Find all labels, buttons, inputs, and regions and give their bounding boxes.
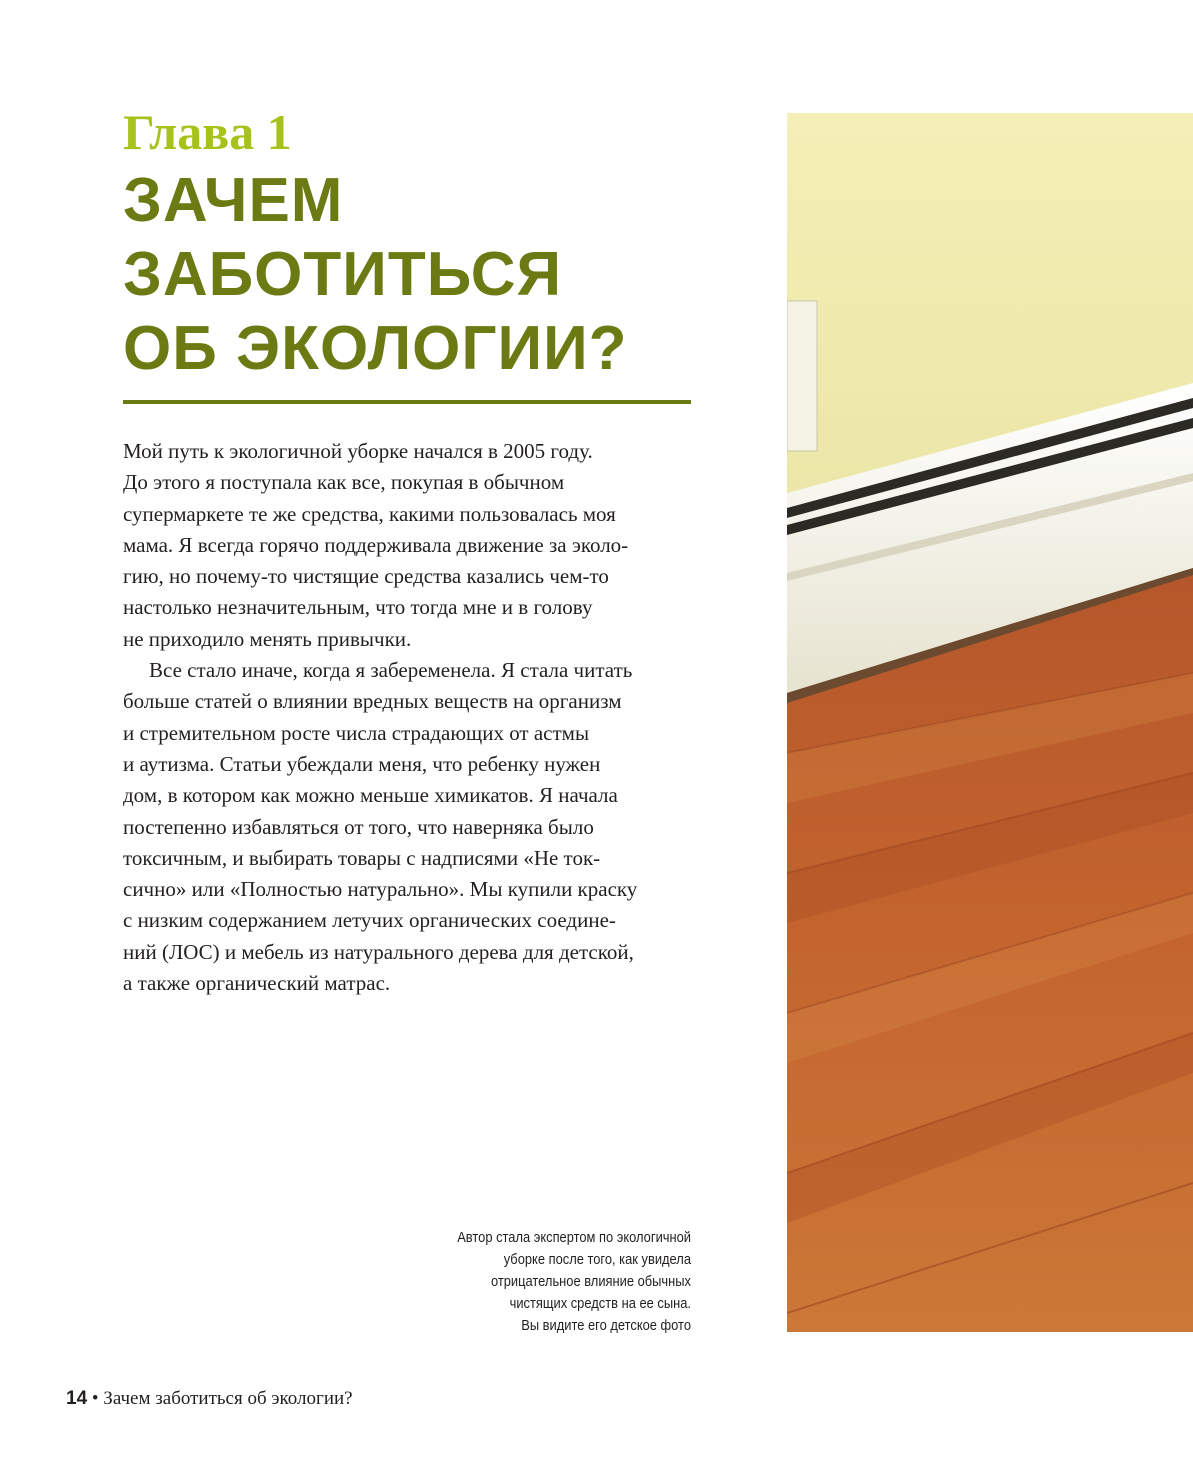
floor-photo bbox=[787, 113, 1193, 1332]
text-line: дом, в котором как можно меньше химикатов. Я начала bbox=[123, 783, 618, 808]
running-title: Зачем заботиться об экологии? bbox=[103, 1388, 353, 1409]
text-line: и аутизма. Статьи убеждали меня, что ребенку нужен bbox=[123, 751, 601, 776]
text-line: токсичным, и выбирать товары с надписями «Не ток- bbox=[123, 845, 601, 870]
title-divider bbox=[123, 400, 691, 404]
text-line: а также органический матрас. bbox=[123, 971, 391, 996]
caption-line: отрицательное влияние обычных bbox=[490, 1273, 691, 1290]
caption-line: Вы видите его детское фото bbox=[521, 1317, 691, 1334]
text-line: больше статей о влиянии вредных веществ на организм bbox=[123, 689, 622, 714]
floor-photo-image bbox=[787, 113, 1193, 1332]
text-line: сично» или «Полностью натурально». Мы купили краску bbox=[123, 877, 638, 902]
text-line: настолько незначительным, что тогда мне и в голову bbox=[123, 595, 593, 620]
caption-line: чистящих средств на ее сына. bbox=[509, 1295, 691, 1312]
text-line: не приходило менять привычки. bbox=[123, 626, 412, 651]
text-line: ний (ЛОС) и мебель из натурального дерева для детской, bbox=[123, 939, 634, 964]
text-line: До этого я поступала как все, покупая в обычном bbox=[123, 470, 565, 495]
chapter-title-line: ЗАЧЕМ bbox=[123, 166, 344, 235]
text-line: с низким содержанием летучих органических соедине- bbox=[123, 908, 616, 933]
chapter-title bbox=[123, 164, 723, 386]
body-text bbox=[123, 436, 703, 999]
text-line: супермаркете те же средства, какими пользовалась моя bbox=[123, 501, 616, 526]
chapter-label: Глава 1 bbox=[123, 104, 292, 160]
text-line: постепенно избавляться от того, что наверняка было bbox=[123, 814, 594, 839]
chapter-title-line: ОБ ЭКОЛОГИИ? bbox=[123, 314, 628, 383]
text-line: мама. Я всегда горячо поддерживала движение за эколо- bbox=[123, 532, 629, 557]
photo-caption bbox=[424, 1227, 691, 1337]
page-footer bbox=[66, 1387, 353, 1411]
text-line: и стремительном росте числа страдающих от астмы bbox=[123, 720, 590, 745]
caption-line: Автор стала экспертом по экологичной bbox=[457, 1229, 691, 1246]
caption-line: уборке после того, как увидела bbox=[503, 1251, 691, 1268]
text-line: Мой путь к экологичной уборке начался в 2005 году. bbox=[123, 439, 593, 463]
footer-separator: • bbox=[91, 1388, 99, 1409]
paragraph-1 bbox=[123, 436, 703, 655]
page-number: 14 bbox=[66, 1388, 88, 1409]
chapter-title-line: ЗАБОТИТЬСЯ bbox=[123, 240, 563, 309]
text-line: гию, но почему-то чистящие средства казались чем-то bbox=[123, 564, 609, 589]
paragraph-2 bbox=[123, 655, 703, 999]
text-line: Все стало иначе, когда я забеременела. Я стала читать bbox=[149, 658, 633, 683]
